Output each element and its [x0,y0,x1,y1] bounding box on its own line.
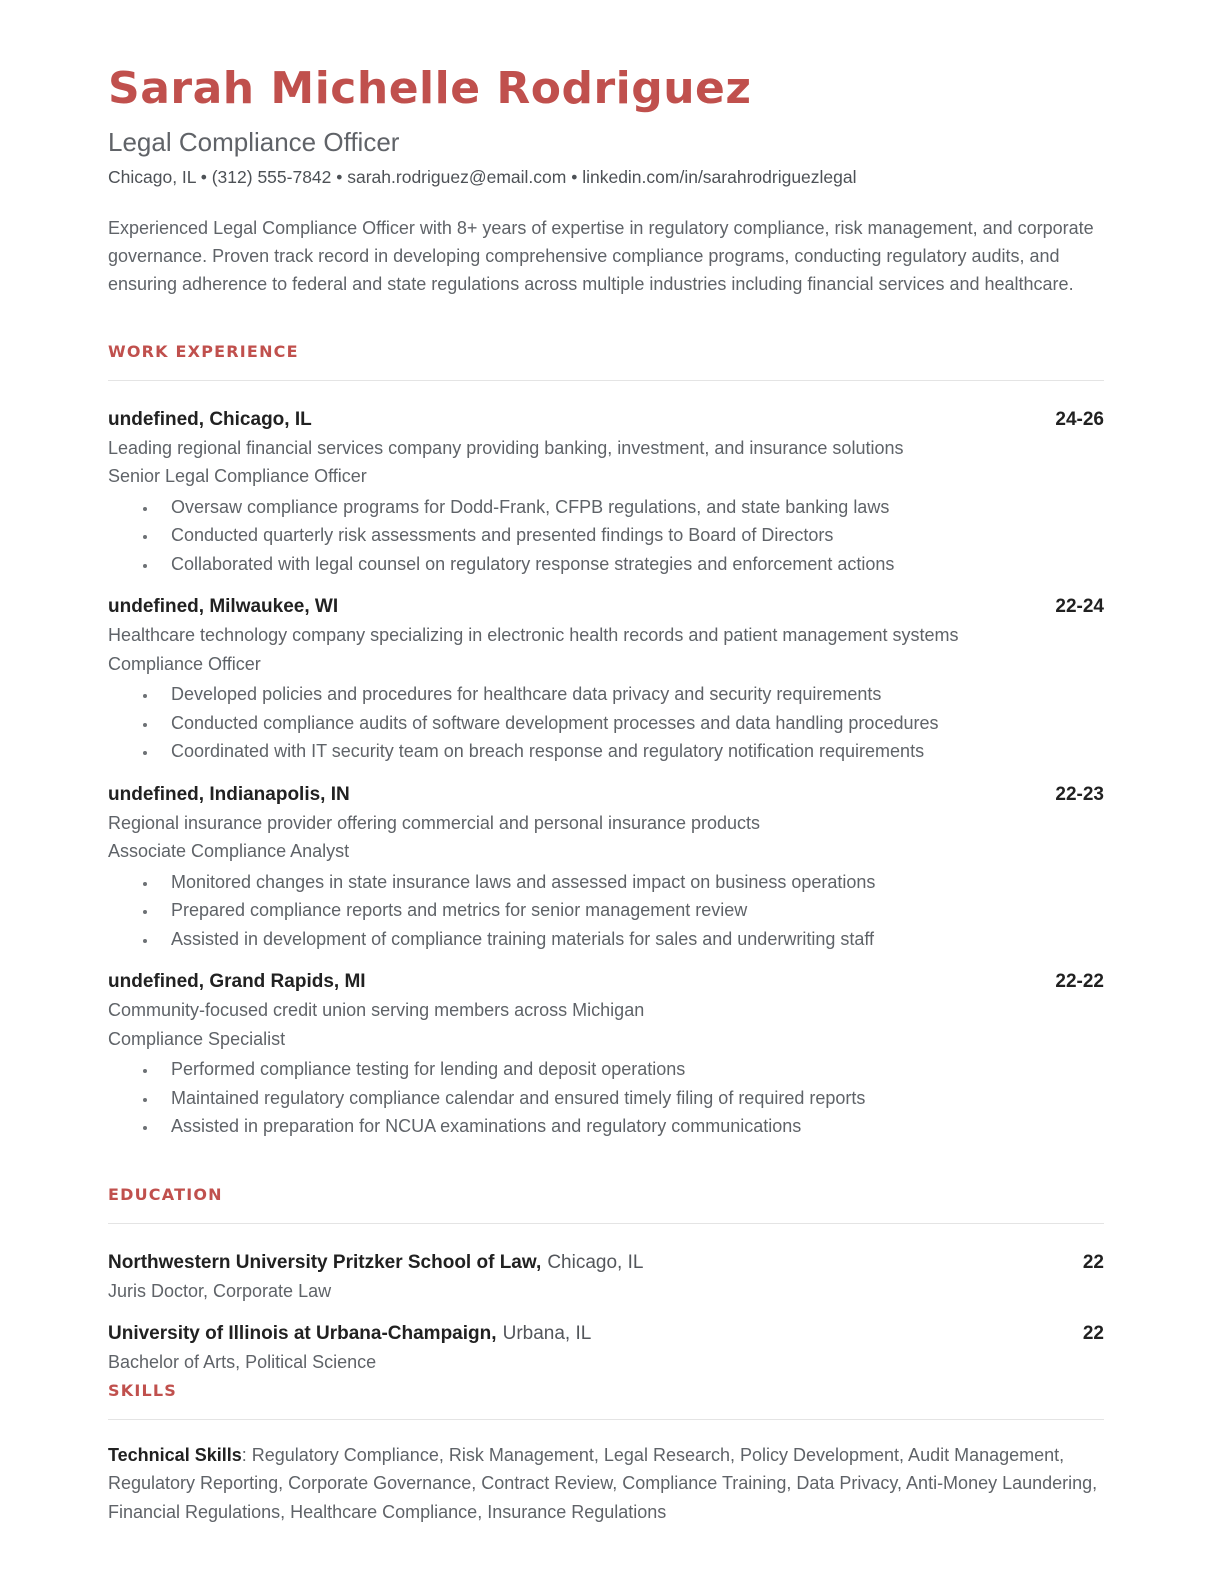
job-bullet: • Prepared compliance reports and metrics for senior management review [158,896,1104,925]
job-company-description: Healthcare technology company specializing in electronic health records and patient management systems [108,625,959,646]
education-degree: Bachelor of Arts, Political Science [108,1352,377,1373]
job-dates: 24-26 [1055,408,1104,430]
job-bullet: • Performed compliance testing for lending and deposit operations [158,1055,1104,1084]
job-company-location: undefined, Chicago, IL [108,408,312,430]
job-bullet: • Maintained regulatory compliance calendar and ensured timely filing of required reports [158,1084,1104,1113]
education-school-name: University of Illinois at Urbana-Champaign, [108,1323,497,1345]
job-header-row [108,968,1104,996]
job-company-description: Community-focused credit union serving members across Michigan [108,1000,645,1021]
job-entry [108,968,1104,1141]
section-heading-work-experience: WORK EXPERIENCE [108,341,299,361]
section-heading-education: EDUCATION [108,1184,223,1204]
education-entry [108,1320,1104,1377]
candidate-title: Legal Compliance Officer [108,126,400,157]
contact-line: Chicago, IL • (312) 555-7842 • sarah.rodriguez@email.com • linkedin.com/in/sarahrodriguezlegal [108,166,857,187]
education-dates: 22 [1082,1323,1104,1345]
education-school [108,1320,591,1348]
job-header-row [108,593,1104,621]
section-heading-skills: SKILLS [108,1380,177,1400]
job-entry [108,593,1104,766]
summary-paragraph: Experienced Legal Compliance Officer with 8+ years of expertise in regulatory compliance, risk management, and corporate governance. Proven track record in developing comprehensive compliance programs, conducting regulatory audits, and ensuring adherence to federal and state regulations across multiple industries including financial services and healthcare. [108,217,1094,294]
job-role: Compliance Officer [108,653,261,674]
job-bullet: • Conducted compliance audits of software development processes and data handling procedures [158,709,1104,738]
job-bullet-list [108,868,1104,954]
job-bullet-list [108,680,1104,766]
job-company-description: Regional insurance provider offering commercial and personal insurance products [108,812,761,833]
job-bullet: • Developed policies and procedures for healthcare data privacy and security requirements [158,680,1104,709]
candidate-name: Sarah Michelle Rodriguez [108,63,752,114]
job-dates: 22-22 [1055,971,1104,993]
job-bullet: • Collaborated with legal counsel on regulatory response strategies and enforcement actions [158,550,1104,579]
job-header-row [108,406,1104,434]
education-dates: 22 [1082,1251,1104,1273]
education-entry [108,1249,1104,1306]
job-company-location: undefined, Milwaukee, WI [108,596,339,618]
job-company-description: Leading regional financial services company providing banking, investment, and insurance solutions [108,437,904,458]
job-bullet-list [108,493,1104,579]
job-bullet-list [108,1055,1104,1141]
education-location: Urbana, IL [502,1323,592,1345]
job-company-location: undefined, Indianapolis, IN [108,783,350,805]
section-divider [108,1419,1104,1420]
job-bullet: • Coordinated with IT security team on breach response and regulatory notification requirements [158,737,1104,766]
section-divider [108,1223,1104,1224]
job-entry [108,406,1104,579]
skills-paragraph [108,1441,1104,1527]
job-bullet: • Oversaw compliance programs for Dodd-Frank, CFPB regulations, and state banking laws [158,493,1104,522]
education-header-row [108,1320,1104,1348]
job-bullet: • Assisted in development of compliance training materials for sales and underwriting staff [158,925,1104,954]
skills-category-label: Technical Skills [108,1444,242,1465]
education-school [108,1249,643,1277]
job-role: Compliance Specialist [108,1028,286,1049]
skills-list-text: : Regulatory Compliance, Risk Management, Legal Research, Policy Development, Audit Management, Regulatory Reporting, Corporate Governance, Contract Review, Compliance Training, Data Privacy, Anti-Money Laundering, Financial Regulations, Healthcare Compliance, Insurance Regulations [108,1444,1098,1522]
job-bullet: • Conducted quarterly risk assessments and presented findings to Board of Directors [158,521,1104,550]
job-bullet: • Monitored changes in state insurance laws and assessed impact on business operations [158,868,1104,897]
job-role: Associate Compliance Analyst [108,841,350,862]
job-dates: 22-24 [1055,596,1104,618]
job-bullet: • Assisted in preparation for NCUA examinations and regulatory communications [158,1112,1104,1141]
section-divider [108,380,1104,381]
education-header-row [108,1249,1104,1277]
job-header-row [108,781,1104,809]
job-dates: 22-23 [1055,783,1104,805]
education-school-name: Northwestern University Pritzker School of Law, [108,1251,542,1273]
education-location: Chicago, IL [547,1251,644,1273]
job-entry [108,781,1104,954]
job-company-location: undefined, Grand Rapids, MI [108,971,366,993]
education-degree: Juris Doctor, Corporate Law [108,1280,332,1301]
job-role: Senior Legal Compliance Officer [108,466,367,487]
